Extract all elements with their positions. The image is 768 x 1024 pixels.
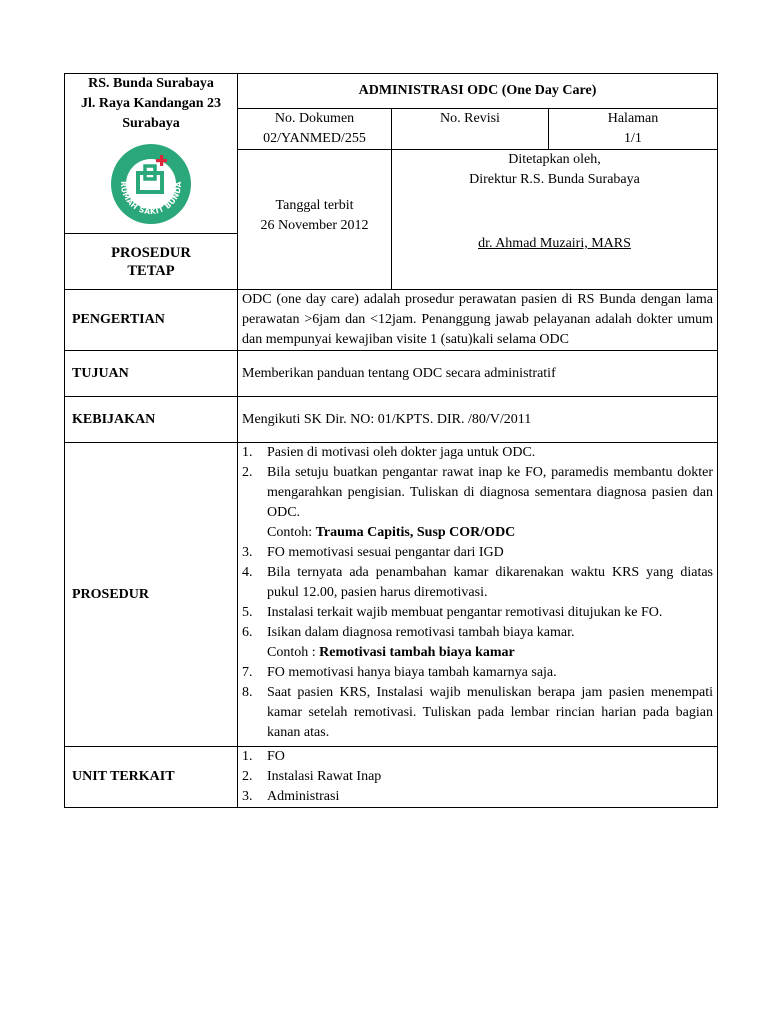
section-list-unit-terkait [238, 747, 718, 808]
procedure-steps-list [242, 443, 713, 743]
procedure-type-line2: TETAP [127, 262, 175, 279]
procedure-step: 1. Pasien di motivasi oleh dokter jaga untuk ODC. [242, 445, 536, 460]
section-text-tujuan: Memberikan panduan tentang ODC secara administratif [238, 351, 718, 397]
doc-number-label: No. Dokumen [274, 111, 355, 126]
procedure-step: 2. Bila setuju buatkan pengantar rawat inap ke FO, paramedis membantu dokter mengarahkan pengisian. Tuliskan di diagnosa sementara diagnosa pasien dan ODC. [242, 465, 713, 520]
procedure-step: 8. Saat pasien KRS, Instalasi wajib menuliskan berapa jam pasien menempati kamar setelah remotivasi. Tuliskan pada lembar rincian harian pada bagian kanan atas. [242, 685, 713, 740]
section-steps-prosedur [238, 443, 718, 747]
unit-list [242, 747, 713, 807]
section-label-tujuan: TUJUAN [65, 351, 238, 397]
sop-table [64, 73, 718, 808]
hospital-header-cell [65, 74, 238, 234]
section-label-unit-terkait: UNIT TERKAIT [65, 747, 238, 808]
procedure-example-2: Contoh : Remotivasi tambah biaya kamar [267, 645, 515, 660]
procedure-example-1: Contoh: Trauma Capitis, Susp COR/ODC [267, 525, 516, 540]
section-label-kebijakan: KEBIJAKAN [65, 397, 238, 443]
procedure-step: 5. Instalasi terkait wajib membuat pengantar remotivasi ditujukan ke FO. [242, 605, 663, 620]
hospital-city: Surabaya [122, 116, 180, 131]
page-cell [549, 109, 718, 150]
approval-cell [392, 150, 718, 290]
section-text-pengertian: ODC (one day care) adalah prosedur perawatan pasien di RS Bunda dengan lama perawatan >6jam dan <12jam. Penanggung jawab pelayanan adalah dokter umum dan mempunyai kewajiban visite 1 (satu)kali selama ODC [238, 290, 718, 351]
procedure-type-cell [65, 234, 238, 290]
unit-item: 3. Administrasi [242, 789, 340, 804]
section-text-kebijakan: Mengikuti SK Dir. NO: 01/KPTS. DIR. /80/V/2011 [238, 397, 718, 443]
unit-item: 2. Instalasi Rawat Inap [242, 769, 382, 784]
approved-by-line1: Ditetapkan oleh, [508, 152, 601, 167]
issue-date-value: 26 November 2012 [260, 217, 369, 233]
svg-text:RUMAH SAKIT BUNDA: RUMAH SAKIT BUNDA [118, 181, 184, 217]
rumah-sakit-bunda-logo-icon [109, 142, 193, 226]
page-label: Halaman [607, 111, 659, 126]
procedure-step: 3. FO memotivasi sesuai pengantar dari IGD [242, 545, 504, 560]
doc-number-value: 02/YANMED/255 [263, 131, 366, 146]
hospital-address: Jl. Raya Kandangan 23 [80, 96, 222, 111]
section-label-pengertian: PENGERTIAN [65, 290, 238, 351]
document-title: ADMINISTRASI ODC (One Day Care) [238, 74, 718, 109]
procedure-step: 6. Isikan dalam diagnosa remotivasi tambah biaya kamar. [242, 625, 575, 640]
revision-label: No. Revisi [440, 111, 500, 126]
issue-date-label: Tanggal terbit [275, 197, 354, 213]
hospital-logo [69, 142, 233, 233]
approved-by-line2: Direktur R.S. Bunda Surabaya [469, 172, 640, 187]
hospital-name: RS. Bunda Surabaya [88, 76, 214, 91]
issue-date-cell [238, 150, 392, 290]
section-label-prosedur: PROSEDUR [65, 443, 238, 747]
procedure-step: 4. Bila ternyata ada penambahan kamar dikarenakan waktu KRS yang diatas pukul 12.00, pasien harus diremotivasi. [242, 565, 713, 600]
signatory-name: dr. Ahmad Muzairi, MARS [478, 236, 631, 251]
doc-number-cell [238, 109, 392, 150]
page-value: 1/1 [624, 131, 642, 146]
procedure-type-line1: PROSEDUR [111, 244, 191, 261]
unit-item: 1. FO [242, 749, 285, 764]
revision-cell [392, 109, 549, 150]
procedure-step: 7. FO memotivasi hanya biaya tambah kamarnya saja. [242, 665, 557, 680]
